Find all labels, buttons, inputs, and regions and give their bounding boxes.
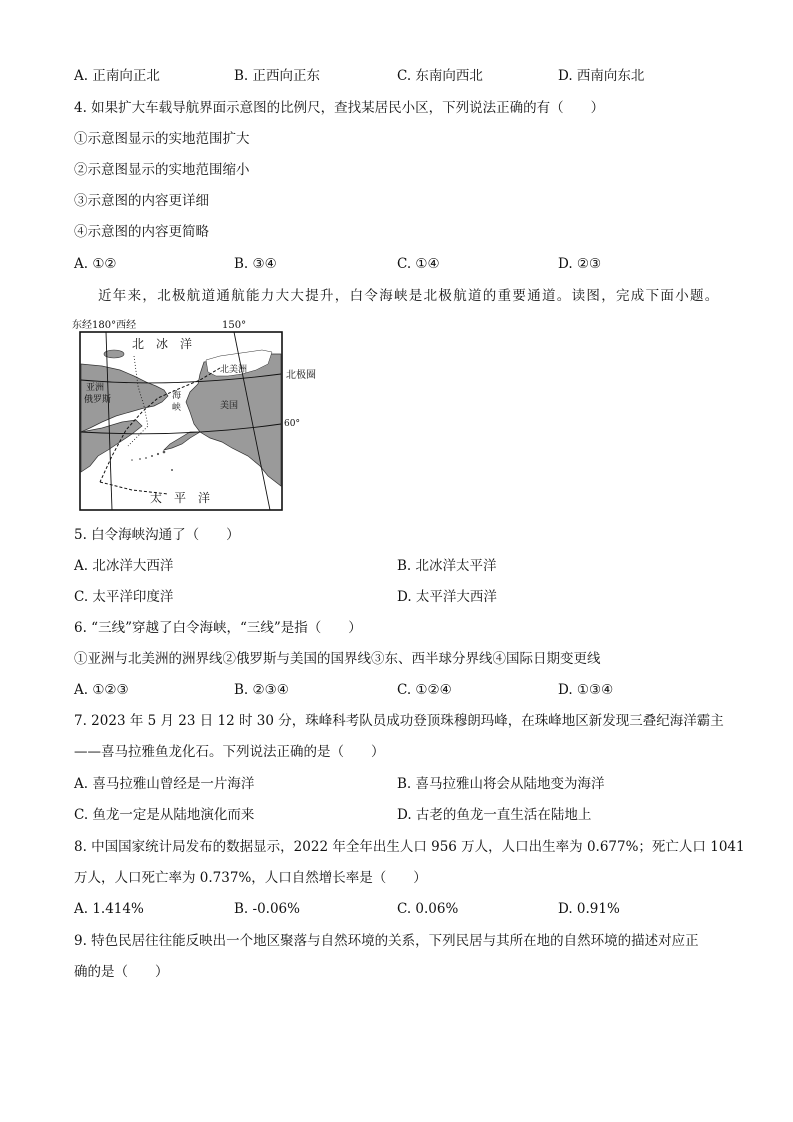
q4-option-c: C. ①④: [397, 256, 440, 272]
label-strait-1: 海: [172, 391, 182, 401]
q4-item-2: ②示意图显示的实地范围缩小: [74, 162, 250, 178]
q4-stem: 4. 如果扩大车载导航界面示意图的比例尺，查找某居民小区，下列说法正确的有（ ）: [74, 100, 605, 116]
q9-stem-line1: 9. 特色民居往往能反映出一个地区聚落与自然环境的关系，下列民居与其所在地的自然环境的描述对应正: [74, 933, 699, 949]
q4-item-1: ①示意图显示的实地范围扩大: [74, 131, 250, 147]
q8-option-b: B. -0.06%: [234, 901, 300, 917]
q6-option-a: A. ①②③: [74, 682, 129, 698]
q8-option-a: A. 1.414%: [74, 901, 144, 917]
q6-option-c: C. ①②④: [397, 682, 452, 698]
label-strait-2: 峡: [172, 403, 182, 413]
q5-option-b: B. 北冰洋太平洋: [397, 558, 497, 574]
q7-option-d: D. 古老的鱼龙一直生活在陆地上: [397, 807, 592, 823]
q7-stem-line1: 7. 2023 年 5 月 23 日 12 时 30 分，珠峰科考队员成功登顶珠穆朗玛峰，在珠峰地区新发现三叠纪海洋霸主: [74, 713, 724, 729]
q7-option-c: C. 鱼龙一定是从陆地演化而来: [74, 807, 255, 823]
q6-stem: 6. “三线”穿越了白令海峡，“三线”是指（ ）: [74, 620, 362, 636]
q4-option-d: D. ②③: [558, 256, 602, 272]
q4-item-3: ③示意图的内容更详细: [74, 193, 209, 209]
label-arctic-circle: 北极圈: [286, 370, 316, 381]
q5-option-d: D. 太平洋大西洋: [397, 589, 497, 605]
q8-option-c: C. 0.06%: [397, 901, 459, 917]
label-lon: 东经180°西经: [72, 320, 137, 331]
q3-option-a: A. 正南向正北: [74, 68, 160, 84]
bering-strait-map: [72, 316, 316, 516]
q4-option-b: B. ③④: [234, 256, 277, 272]
q9-stem-line2: 确的是（ ）: [74, 964, 169, 980]
q7-option-a: A. 喜马拉雅山曾经是一片海洋: [74, 776, 255, 792]
passage-intro: 近年来，北极航道通航能力大大提升，白令海峡是北极航道的重要通道。读图，完成下面小题。: [98, 288, 720, 304]
q6-option-b: B. ②③④: [234, 682, 289, 698]
q3-option-d: D. 西南向东北: [558, 68, 645, 84]
label-north-america: 北美洲: [220, 365, 248, 375]
q4-option-a: A. ①②: [74, 256, 117, 272]
q6-option-d: D. ①③④: [558, 682, 614, 698]
label-arctic-ocean: 北 冰 洋: [132, 337, 193, 351]
q5-stem: 5. 白令海峡沟通了（ ）: [74, 527, 240, 543]
label-asia: 亚洲: [86, 383, 105, 393]
q5-option-c: C. 太平洋印度洋: [74, 589, 174, 605]
q3-option-c: C. 东南向西北: [397, 68, 483, 84]
q6-items: ①亚洲与北美洲的洲界线②俄罗斯与美国的国界线③东、西半球分界线④国际日期变更线: [74, 651, 601, 667]
q5-option-a: A. 北冰洋大西洋: [74, 558, 174, 574]
q7-option-b: B. 喜马拉雅山将会从陆地变为海洋: [397, 776, 605, 792]
label-lon-150: 150°: [222, 320, 247, 331]
q8-option-d: D. 0.91%: [558, 901, 620, 917]
q7-stem-line2: ——喜马拉雅鱼龙化石。下列说法正确的是（ ）: [74, 744, 385, 760]
label-usa: 美国: [220, 401, 239, 411]
q8-stem-line1: 8. 中国国家统计局发布的数据显示，2022 年全年出生人口 956 万人，人口出生率为 0.677%；死亡人口 1041: [74, 839, 745, 855]
q3-option-b: B. 正西向正东: [234, 68, 321, 84]
q4-item-4: ④示意图的内容更简略: [74, 224, 209, 240]
label-pacific: 太 平 洋: [150, 491, 211, 505]
label-lat-60: 60°: [284, 419, 300, 429]
label-russia: 俄罗斯: [84, 395, 112, 405]
q8-stem-line2: 万人，人口死亡率为 0.737%，人口自然增长率是（ ）: [74, 870, 427, 886]
